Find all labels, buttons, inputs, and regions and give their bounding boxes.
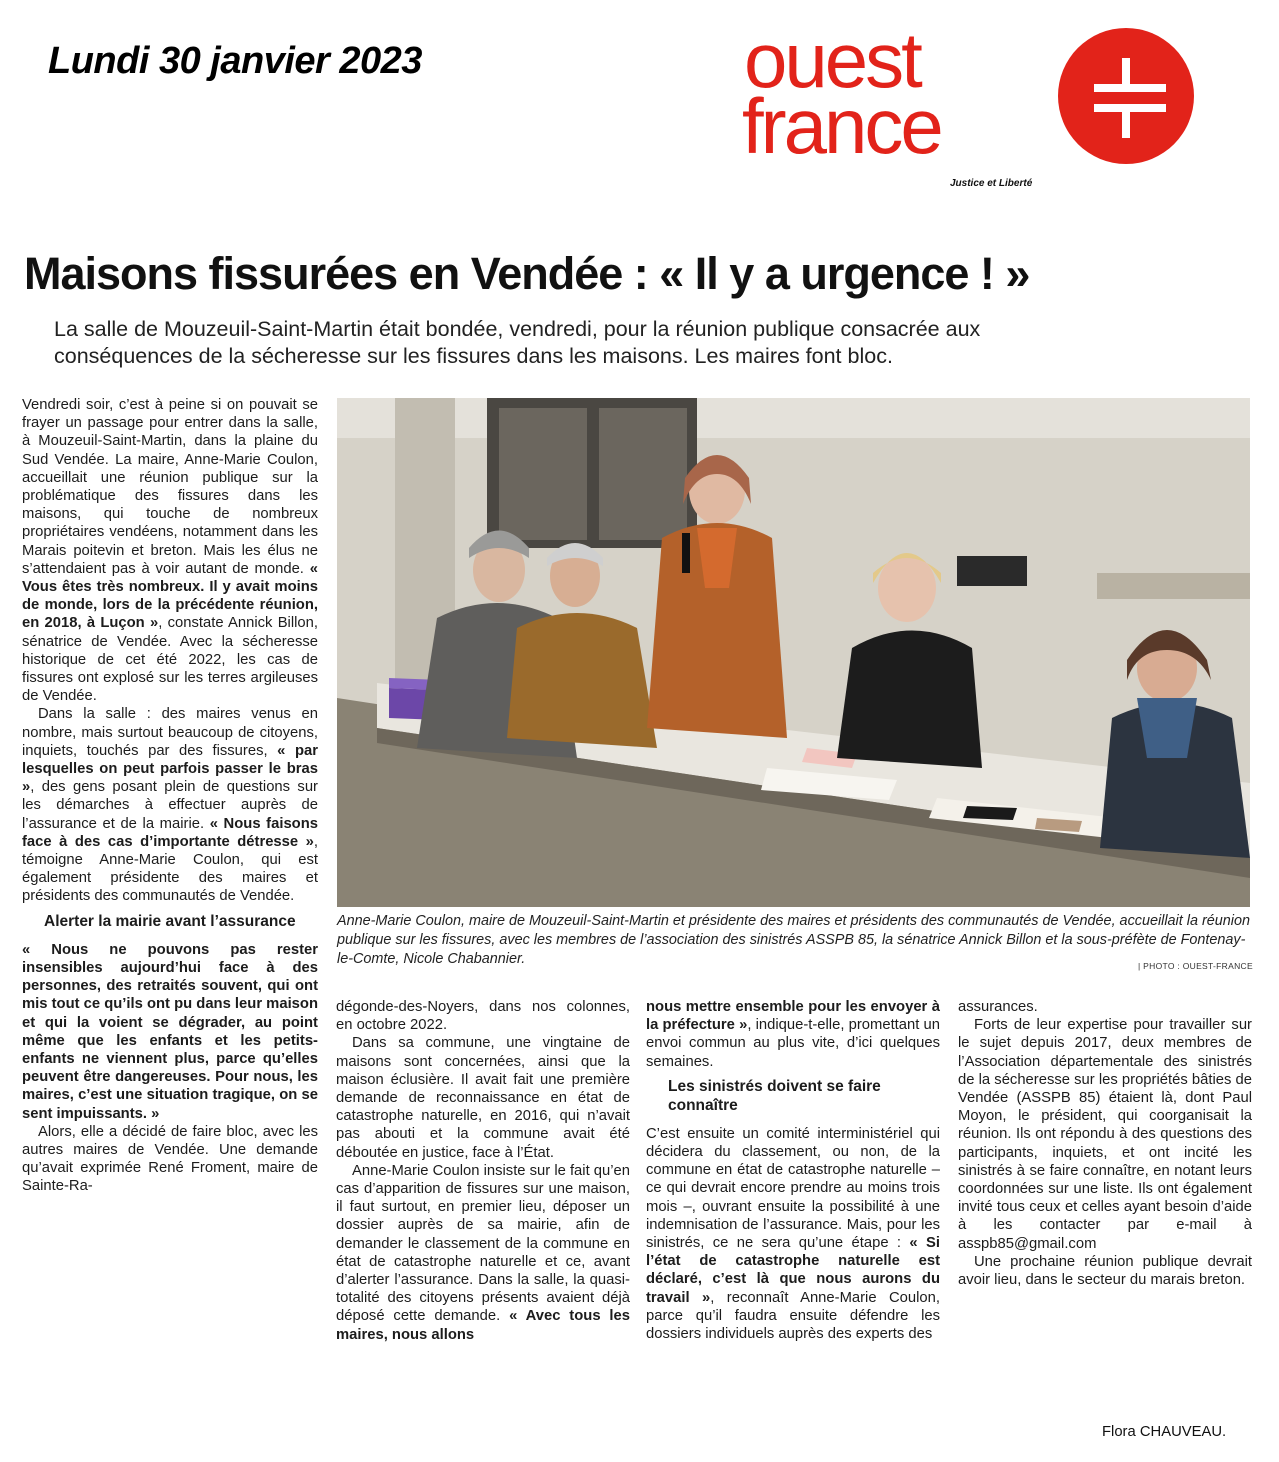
logo-emblem-icon — [1058, 28, 1194, 164]
paragraph: nous mettre ensemble pour les envoyer à la préfecture », indique-t-elle, promettant un envoi commun au plus vite, d’ici quelques semaines. — [646, 999, 940, 1070]
logo-word-france: france — [742, 82, 941, 170]
logo-motto: Justice et Liberté — [950, 178, 1033, 189]
article-column-3 — [646, 998, 940, 1343]
article-column-2 — [336, 998, 630, 1344]
paragraph: Forts de leur expertise pour travailler sur le sujet depuis 2017, deux membres de l’Association départementale des sinistrés de la sécheresse sur les propriétés bâties de Vendée (ASSPB 85) étaient là, dont Paul Moyon, le président, qui coorganisait la réunion. Ils ont répondu à des questions des participants, inquiets, et ont incité les sinistrés à se faire connaître, en notant leurs coordonnées sur une liste. Ils ont également invité tous ceux et celles ayant besoin d’aide à les contacter par e-mail à asspb85@gmail.com — [958, 1017, 1252, 1252]
logo-word-ouest: ouest — [744, 16, 920, 104]
article-headline: Maisons fissurées en Vendée : « Il y a urgence ! » — [24, 248, 1030, 299]
paragraph: Vendredi soir, c’est à peine si on pouvait se frayer un passage pour entrer dans la salle, à Mouzeuil-Saint-Martin, dans la plaine du Sud Vendée. La maire, Anne-Marie Coulon, accueillait une réunion publique sur la problématique des fissures dans les maisons, qui touche de nombreux propriétaires vendéens, notamment dans les Marais poitevin et breton. Mais les élus ne s’attendaient pas à voir autant de monde. « Vous êtes très nombreux. Il y avait moins de monde, lors de la précédente réunion, en 2018, à Luçon », constate Annick Billon, sénatrice de Vendée. Avec la sécheresse historique de cet été 2022, les cas de fissures ont explosé sur les terres argileuses de Vendée. — [22, 397, 318, 705]
paragraph: dégonde-des-Noyers, dans nos colonnes, en octobre 2022. — [336, 999, 630, 1034]
quote-paragraph: « Nous ne pouvons pas rester insensibles aujourd’hui face à des personnes, des retraités souvent, qui ont mis tout ce qu’ils ont pu dans leur maison et qui la voient se dégrader, au point même que les enfants et les petits-enfants ne viennent plus, parce qu’elles peuvent être dangereuses. Pour nous, les maires, c’est une situation tragique, on se sent impuissants. » — [22, 941, 318, 1122]
subheading: Les sinistrés doivent se faire connaître — [668, 1077, 881, 1114]
paragraph: Dans la salle : des maires venus en nombre, mais surtout beaucoup de citoyens, inquiets, touchés par des fissures, « par lesquelles on peut parfois passer le bras », des gens posant plein de questions sur les démarches à effectuer auprès de l’assurance et de la mairie. « Nous faisons face à des cas d’importante détresse », témoigne Anne-Marie Coulon, qui est également présidente des maires et présidents des communautés de Vendée. — [22, 706, 319, 905]
paragraph: Alors, elle a décidé de faire bloc, avec les autres maires de Vendée. Une demande qu’avait exprimée René Froment, maire de Sainte-Ra- — [22, 1123, 318, 1195]
article-column-4 — [958, 998, 1252, 1289]
article-column-1 — [22, 396, 318, 1196]
meeting-photo — [337, 398, 1250, 907]
paragraph: Anne-Marie Coulon insiste sur le fait qu’en cas d’apparition de fissures sur une maison, il faut surtout, en premier lieu, déposer un dossier auprès de sa mairie, afin de demander le classement de la commune en état de catastrophe naturelle et ce, avant d’alerter l’assurance. Dans la salle, la quasi-totalité des citoyens présents avaient déjà déposé cette demande. « Avec tous les maires, nous allons — [336, 1162, 630, 1343]
photo-credit: | PHOTO : OUEST-FRANCE — [1138, 961, 1253, 971]
edition-date: Lundi 30 janvier 2023 — [48, 40, 422, 82]
photo-caption: Anne-Marie Coulon, maire de Mouzeuil-Saint-Martin et présidente des maires et présidents des communautés de Vendée, accueillait la réunion publique sur les fissures, avec les membres de l’association des sinistrés ASSPB 85, la sénatrice Annick Billon et la sous-préfète de Fontenay-le-Comte, Nicole Chabannier. — [337, 913, 1250, 967]
paragraph: C’est ensuite un comité interministériel qui décidera du classement, ou non, de la commune en état de catastrophe naturelle – ce qui devrait encore prendre au moins trois mois –, ouvrant ensuite la possibilité à une indemnisation de l’assurance. Mais, pour les sinistrés, ce ne sera qu’une étape : « Si l’état de catastrophe naturelle est déclaré, c’est là que nous aurons du travail », reconnaît Anne-Marie Coulon, parce qu’il faudra ensuite défendre les dossiers individuels auprès des experts des — [646, 1125, 940, 1343]
subheading: Alerter la mairie avant l’assurance — [44, 912, 296, 930]
paragraph: assurances. — [958, 999, 1038, 1015]
article-lead: La salle de Mouzeuil-Saint-Martin était bondée, vendredi, pour la réunion publique consacrée aux conséquences de la sécheresse sur les fissures dans les maisons. Les maires font bloc. — [54, 317, 981, 368]
ouest-france-logo — [742, 16, 1202, 198]
paragraph: Dans sa commune, une vingtaine de maisons sont concernées, ainsi que la maison éclusière. Il avait fait une première demande de reconnaissance en état de catastrophe naturelle, en 2016, qui n’avait pas abouti et la commune avait été déboutée en justice, face à l’État. — [336, 1035, 630, 1161]
paragraph: Une prochaine réunion publique devrait avoir lieu, dans le secteur du marais breton. — [958, 1253, 1252, 1289]
article-author: Flora CHAUVEAU. — [1102, 1424, 1227, 1440]
